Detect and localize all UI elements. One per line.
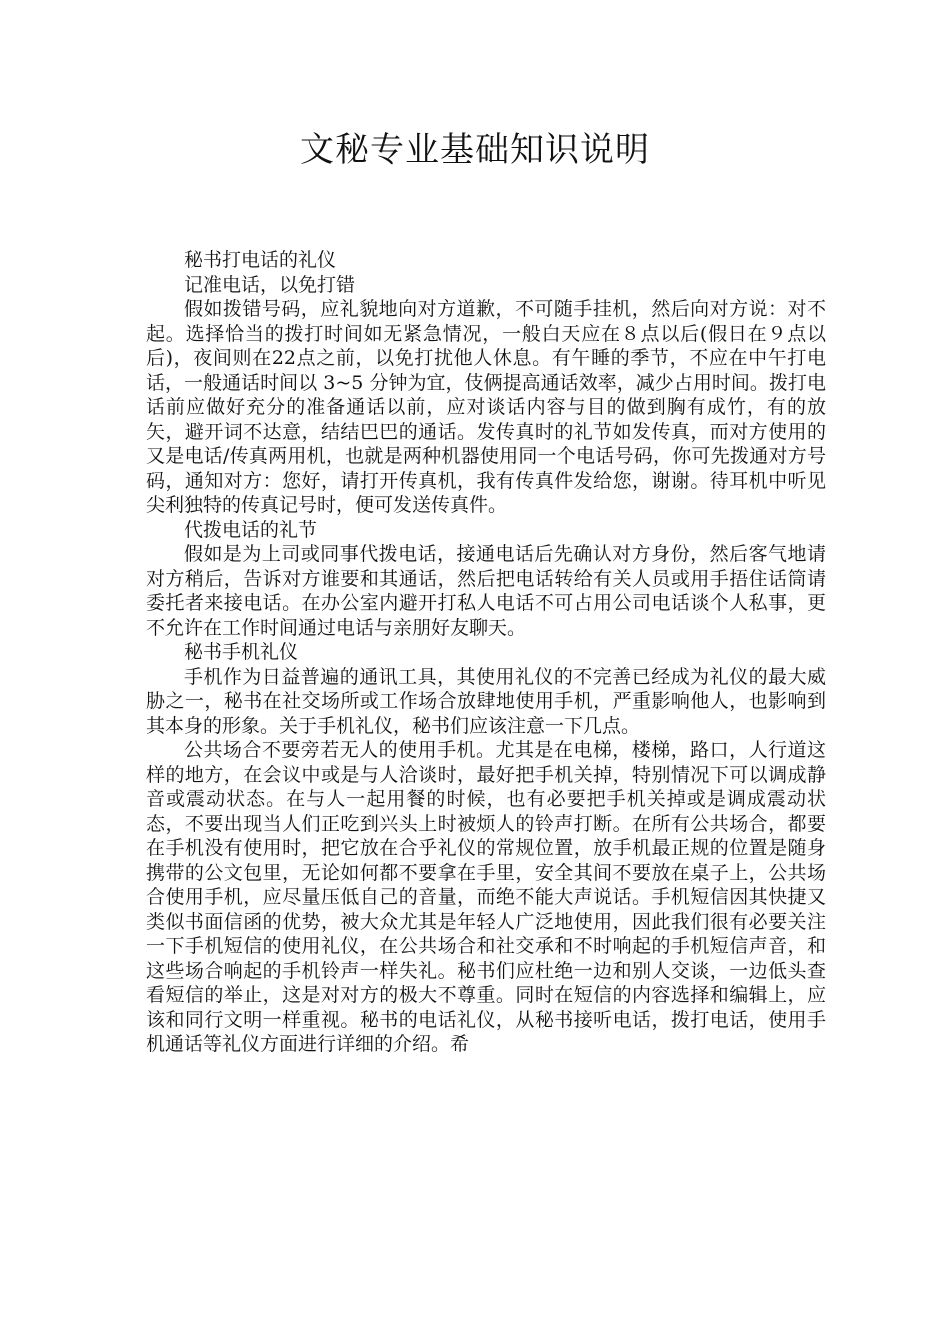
paragraph-proxy-dialing: 假如是为上司或同事代拨电话，接通电话后先确认对方身份，然后客气地请对方稍后，告诉对方谁要和其通话，然后把电话转给有关人员或用手捂住话筒请委托者来接电话。在办公室内避开打私人电话不可占用公司电话谈个人私事，更不允许在工作时间通过电话与亲朋好友聊天。 xyxy=(146,543,826,639)
document-title: 文秘专业基础知识说明 xyxy=(300,130,650,170)
heading-phone-etiquette: 秘书打电话的礼仪 xyxy=(184,249,337,271)
subheading-dial-correctly: 记准电话，以免打错 xyxy=(184,273,356,296)
heading-mobile-etiquette: 秘书手机礼仪 xyxy=(184,641,299,663)
heading-proxy-dialing: 代拨电话的礼节 xyxy=(184,518,318,541)
paragraph-mobile-intro: 手机作为日益普遍的通讯工具，其使用礼仪的不完善已经成为礼仪的最大威胁之一，秘书在社交场所或工作场合放肆地使用手机，严重影响他人，也影响到其本身的形象。关于手机礼仪，秘书们应该注意一下几点。 xyxy=(146,665,826,737)
paragraph-public-mobile-use: 公共场合不要旁若无人的使用手机。尤其是在电梯，楼梯，路口，人行道这样的地方，在会议中或是与人洽谈时，最好把手机关掉，特别情况下可以调成静音或震动状态。在与人一起用餐的时候，也有必要把手机关掉或是调成震动状态，不要出现当人们正吃到兴头上时被烦人的铃声打断。在所有公共场合，都要在手机没有使用时，把它放在合乎礼仪的常规位置，放手机最正规的位置是随身携带的公文包里，无论如何都不要拿在手里，安全其间不要放在桌子上，公共场合使用手机，应尽量压低自己的音量，而绝不能大声说话。手机短信因其快捷又类似书面信函的优势，被大众尤其是年轻人广泛地使用，因此我们很有必要关注一下手机短信的使用礼仪，在公共场合和社交承和不时响起的手机短信声音，和这些场合响起的手机铃声一样失礼。秘书们应杜绝一边和别人交谈，一边低头查看短信的举止，这是对对方的极大不尊重。同时在短信的内容选择和编辑上，应该和同行文明一样重视。秘书的电话礼仪，从秘书接听电话，拨打电话，使用手机通话等礼仪方面进行详细的介绍。希 xyxy=(146,739,826,1055)
document-body xyxy=(146,248,826,1057)
paragraph-dialing-tips: 假如拨错号码，应礼貌地向对方道歉，不可随手挂机，然后向对方说：对不起。选择恰当的拨打时间如无紧急情况，一般白天应在８点以后(假日在９点以后)，夜间则在22点之前，以免打扰他人休息。有午睡的季节，不应在中午打电话，一般通话时间以 3~5 分钟为宜，伎俩提高通话效率，减少占用时间。拨打电话前应做好充分的准备通话以前，应对谈话内容与目的做到胸有成竹，有的放矢，避开词不达意，结结巴巴的通话。发传真时的礼节如发传真，而对方使用的又是电话/传真两用机，也就是两种机器使用同一个电话号码，你可先拨通对方号码，通知对方：您好，请打开传真机，我有传真件发给您，谢谢。待耳机中听见尖利独特的传真记号时，便可发送传真件。 xyxy=(146,298,826,516)
